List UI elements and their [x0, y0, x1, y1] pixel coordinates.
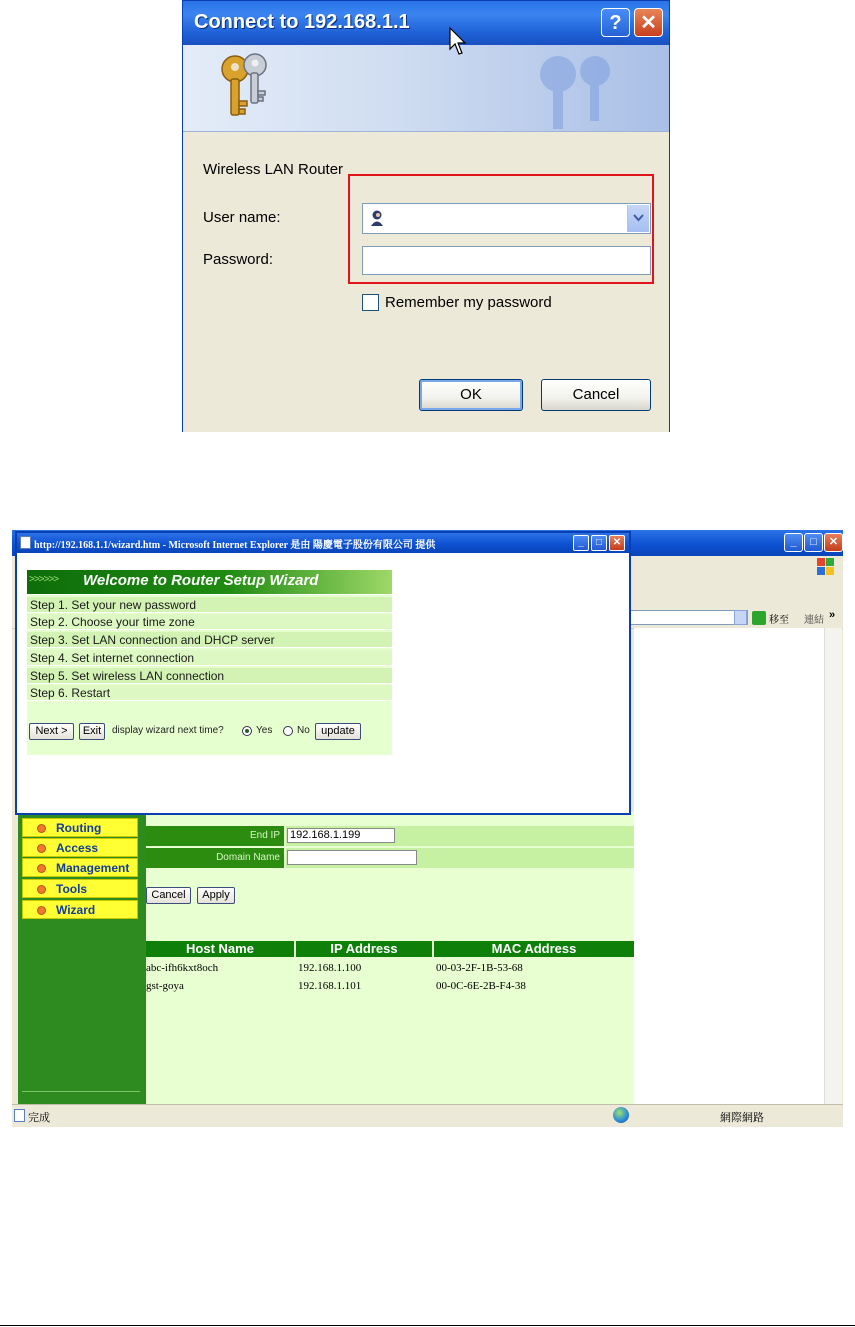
nav-item-management[interactable]: [22, 858, 138, 877]
ok-button[interactable]: OK: [419, 379, 523, 411]
end-ip-label: End IP: [146, 826, 284, 846]
yes-label: Yes: [256, 725, 273, 736]
bullet-icon: [37, 844, 46, 853]
bullet-icon: [37, 864, 46, 873]
ie-page-icon: [20, 536, 31, 549]
wizard-banner: [27, 570, 392, 594]
wizard-step: Step 5. Set wireless LAN connection: [27, 668, 392, 684]
wizard-window: [15, 531, 631, 815]
column-header: MAC Address: [434, 941, 634, 957]
table-cell: gst-goya: [146, 980, 184, 992]
username-label: User name:: [203, 209, 281, 226]
links-button[interactable]: 連結: [804, 615, 824, 626]
page-canvas: [634, 628, 824, 1104]
mouse-cursor-icon: [449, 27, 469, 57]
domain-row: [146, 848, 634, 868]
table-cell: abc-ifh6kxt8och: [146, 962, 219, 974]
windows-logo-icon: [816, 557, 836, 576]
cancel-button[interactable]: Cancel: [541, 379, 651, 411]
exit-button[interactable]: Exit: [79, 723, 105, 740]
wizard-step: Step 1. Set your new password: [27, 597, 392, 613]
minimize-icon[interactable]: _: [784, 533, 803, 552]
domain-input[interactable]: [287, 850, 417, 865]
table-cell: 192.168.1.100: [298, 962, 362, 974]
help-button[interactable]: ?: [601, 8, 630, 37]
keys-watermark-icon: [513, 49, 633, 129]
wizard-titlebar[interactable]: [17, 533, 629, 553]
column-header: Host Name: [146, 941, 294, 957]
wizard-step: Step 4. Set internet connection: [27, 650, 392, 666]
wizard-panel: [27, 595, 392, 755]
wizard-controls: [27, 722, 392, 742]
nav-item-label: Management: [56, 861, 130, 875]
apply-button[interactable]: Apply: [197, 887, 235, 904]
page-rule: [0, 1325, 855, 1326]
close-icon[interactable]: ✕: [609, 535, 625, 551]
wizard-step: Step 6. Restart: [27, 685, 392, 701]
end-ip-row: [146, 826, 634, 846]
user-icon: [369, 209, 385, 227]
nav-item-tools[interactable]: [22, 879, 138, 898]
next-button[interactable]: Next >: [29, 723, 74, 740]
remember-label[interactable]: Remember my password: [385, 294, 552, 311]
bullet-icon: [37, 885, 46, 894]
wizard-question: display wizard next time?: [112, 725, 224, 736]
router-sidebar: [18, 812, 146, 1104]
bullet-icon: [37, 824, 46, 833]
close-button[interactable]: ✕: [634, 8, 663, 37]
keys-icon: [205, 51, 285, 123]
table-cell: 192.168.1.101: [298, 980, 362, 992]
wizard-step: Step 2. Choose your time zone: [27, 614, 392, 630]
address-input[interactable]: [630, 610, 748, 625]
zone-text: 網際網路: [720, 1112, 764, 1124]
go-button[interactable]: 移至: [769, 615, 789, 626]
cancel-config-button[interactable]: Cancel: [146, 887, 191, 904]
no-label: No: [297, 725, 310, 736]
maximize-icon[interactable]: □: [804, 533, 823, 552]
status-text: 完成: [28, 1112, 50, 1124]
go-arrow-icon[interactable]: [752, 611, 766, 625]
nav-item-routing[interactable]: [22, 818, 138, 837]
maximize-icon[interactable]: □: [591, 535, 607, 551]
no-radio[interactable]: [283, 726, 293, 736]
domain-label: Domain Name: [146, 848, 284, 868]
nav-item-label: Wizard: [56, 903, 96, 917]
username-combobox[interactable]: [362, 203, 651, 234]
table-cell: 00-0C-6E-2B-F4-38: [436, 980, 526, 992]
bullet-icon: [37, 906, 46, 915]
globe-icon: [613, 1107, 629, 1123]
status-bar: [12, 1104, 843, 1127]
address-dropdown-icon[interactable]: [734, 610, 747, 625]
nav-item-access[interactable]: [22, 838, 138, 857]
chevron-down-icon[interactable]: [627, 205, 649, 232]
banner-arrows: >>>>>>: [29, 574, 59, 585]
column-header: IP Address: [296, 941, 432, 957]
wizard-heading: Welcome to Router Setup Wizard: [83, 572, 319, 589]
nav-item-label: Access: [56, 841, 99, 855]
password-field[interactable]: [362, 246, 651, 275]
table-cell: 00-03-2F-1B-53-68: [436, 962, 523, 974]
nav-item-label: Routing: [56, 821, 102, 835]
realm-label: Wireless LAN Router: [203, 161, 344, 178]
end-ip-input[interactable]: 192.168.1.199: [287, 828, 395, 843]
password-label: Password:: [203, 251, 274, 268]
wizard-window-title: http://192.168.1.1/wizard.htm - Microsoft Internet Explorer 是由 陽慶電子股份有限公司 提供: [34, 540, 436, 551]
nav-item-wizard[interactable]: [22, 900, 138, 919]
toolbar-chevron[interactable]: »: [829, 609, 836, 621]
login-titlebar[interactable]: [183, 1, 669, 45]
nav-item-label: Tools: [56, 882, 88, 896]
wizard-step: Step 3. Set LAN connection and DHCP server: [27, 632, 392, 648]
vertical-scrollbar[interactable]: [824, 628, 842, 1104]
login-title: Connect to 192.168.1.1: [194, 11, 410, 33]
close-icon[interactable]: ✕: [824, 533, 843, 552]
login-banner: [183, 45, 669, 132]
update-button[interactable]: update: [315, 723, 361, 740]
router-main: [146, 812, 634, 1104]
remember-checkbox[interactable]: [362, 294, 379, 311]
nav-divider: [22, 1091, 140, 1092]
yes-radio[interactable]: [242, 726, 252, 736]
minimize-icon[interactable]: _: [573, 535, 589, 551]
page-icon: [14, 1109, 25, 1122]
